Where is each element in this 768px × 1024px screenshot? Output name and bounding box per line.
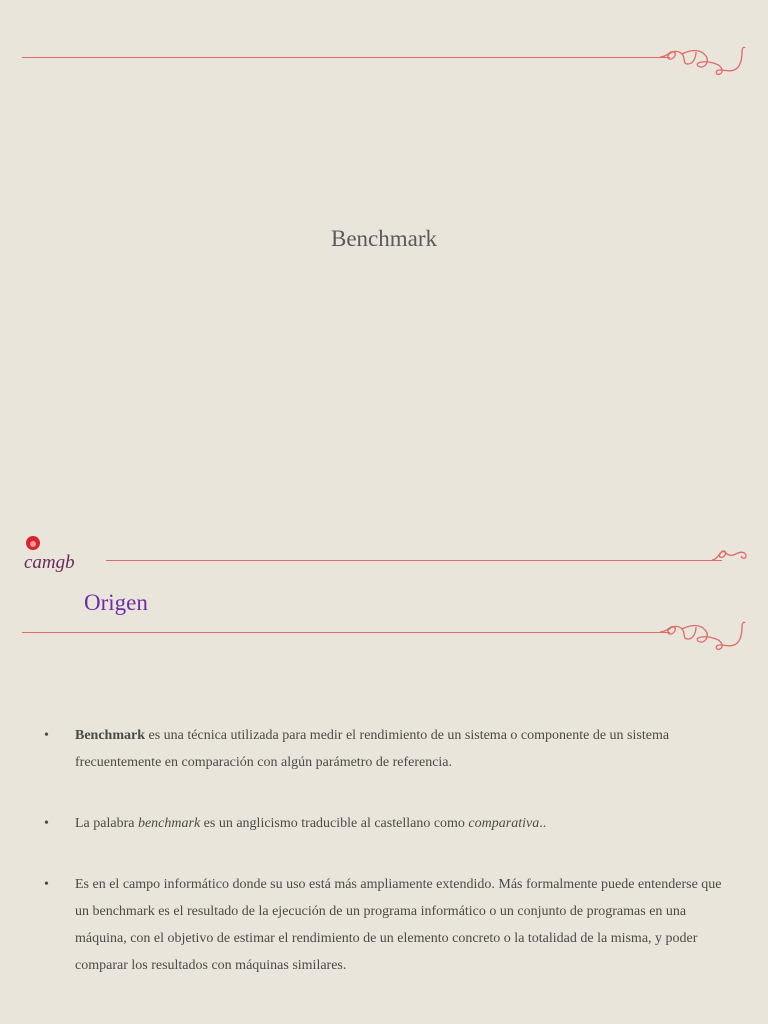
bullet-dot: • xyxy=(44,877,49,892)
flourish-ornament-icon xyxy=(660,617,750,657)
bullet-dot: • xyxy=(44,816,49,831)
bullet-dot: • xyxy=(44,728,49,743)
camgb-logo-icon xyxy=(22,534,96,574)
bullet-text: es una técnica utilizada para medir el rendimiento de un sistema o componente de un sistema frecuentemente en comparación con algún parámetro de referencia. xyxy=(75,728,670,770)
upper-divider-line xyxy=(106,560,722,561)
logo-text: camgb xyxy=(24,552,75,573)
bullet-italic-translation: comparativa xyxy=(468,816,540,831)
bullet-text: Es en el campo informático donde su uso está más ampliamente extendido. Más formalmente puede entenderse que un benchmark es el resultado de la ejecución de un programa informático o un conjunto de programas en una máquina, con el objetivo de estimar el rendimiento de un elemento concreto o la totalidad de la misma, y poder comparar los resultados con máquinas similares. xyxy=(75,877,722,973)
lower-divider-line xyxy=(22,632,670,633)
bullet-bold-term: Benchmark xyxy=(75,728,145,743)
slide-title: Benchmark xyxy=(330,226,437,251)
bullet-text-suffix: .. xyxy=(539,816,547,831)
bullet-item xyxy=(0,722,768,776)
bullet-list xyxy=(0,722,768,1013)
section-heading: Origen xyxy=(84,590,148,615)
bullet-item xyxy=(0,810,768,837)
bullet-text-middle: es un anglicismo traducible al castellano como xyxy=(200,816,469,831)
bullet-item xyxy=(0,871,768,979)
bullet-text-prefix: La palabra xyxy=(75,816,138,831)
bullet-italic-term: benchmark xyxy=(137,816,201,831)
flourish-ornament-icon xyxy=(660,42,750,82)
small-flourish-icon xyxy=(712,545,752,565)
top-divider-line xyxy=(22,57,670,58)
content-slide xyxy=(0,520,768,1024)
